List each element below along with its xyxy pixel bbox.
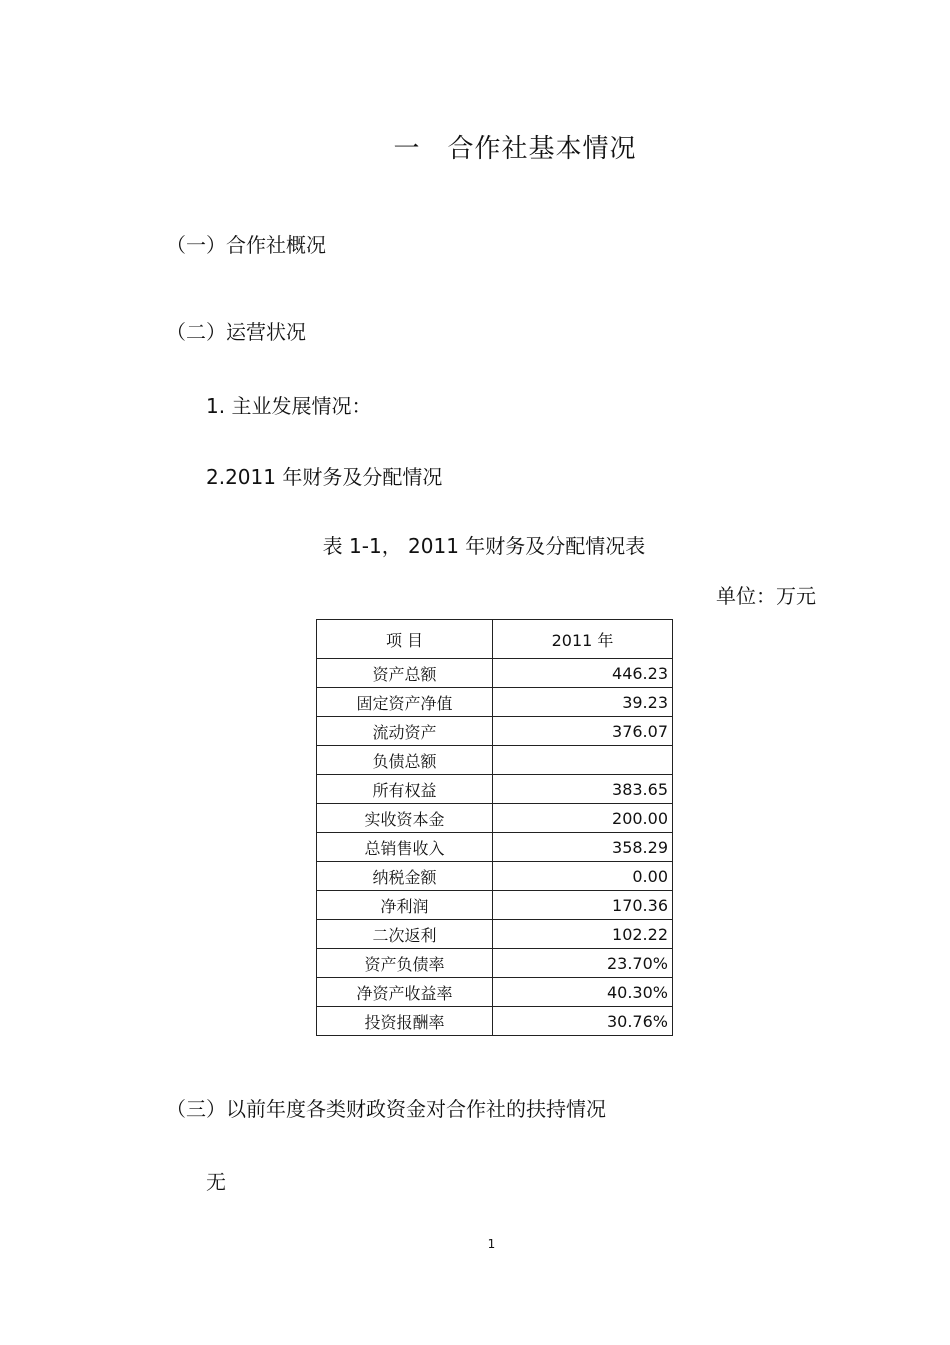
row-value: 0.00: [493, 862, 673, 891]
chapter-title: 一 合作社基本情况: [393, 134, 637, 164]
row-value: 30.76%: [493, 1007, 673, 1036]
sub-item-financial: 2.2011 年财务及分配情况: [206, 465, 443, 489]
table-caption: 表 1-1， 2011 年财务及分配情况表: [322, 534, 646, 558]
row-item: 二次返利: [317, 920, 493, 949]
header-item: 项 目: [317, 620, 493, 659]
table-row: [317, 804, 673, 833]
row-item: 总销售收入: [317, 833, 493, 862]
row-value: 39.23: [493, 688, 673, 717]
table-row: [317, 833, 673, 862]
section-heading-overview: （一）合作社概况: [166, 233, 326, 257]
table-header-row: [317, 620, 673, 659]
table-row: [317, 717, 673, 746]
section-heading-operations: （二）运营状况: [166, 320, 306, 344]
row-value: 23.70%: [493, 949, 673, 978]
row-value: 200.00: [493, 804, 673, 833]
unit-label: 单位：万元: [716, 584, 816, 608]
table-row: [317, 775, 673, 804]
row-value: 170.36: [493, 891, 673, 920]
row-value: 358.29: [493, 833, 673, 862]
row-item: 投资报酬率: [317, 1007, 493, 1036]
row-item: 资产总额: [317, 659, 493, 688]
row-item: 净利润: [317, 891, 493, 920]
row-item: 负债总额: [317, 746, 493, 775]
table-row: [317, 1007, 673, 1036]
row-value: [493, 746, 673, 775]
row-item: 流动资产: [317, 717, 493, 746]
table-row: [317, 862, 673, 891]
row-value: 383.65: [493, 775, 673, 804]
table-row: [317, 978, 673, 1007]
financial-table: [316, 619, 673, 1036]
page-number: 1: [487, 1237, 496, 1251]
table-row: [317, 891, 673, 920]
section-heading-support: （三）以前年度各类财政资金对合作社的扶持情况: [166, 1097, 606, 1121]
row-value: 102.22: [493, 920, 673, 949]
row-item: 资产负债率: [317, 949, 493, 978]
row-value: 446.23: [493, 659, 673, 688]
row-value: 376.07: [493, 717, 673, 746]
header-year: 2011 年: [493, 620, 673, 659]
row-value: 40.30%: [493, 978, 673, 1007]
row-item: 纳税金额: [317, 862, 493, 891]
table-row: [317, 746, 673, 775]
table-row: [317, 659, 673, 688]
support-body-text: 无: [206, 1170, 226, 1194]
table-row: [317, 688, 673, 717]
row-item: 所有权益: [317, 775, 493, 804]
table-row: [317, 949, 673, 978]
row-item: 固定资产净值: [317, 688, 493, 717]
row-item: 实收资本金: [317, 804, 493, 833]
sub-item-main-business: 1. 主业发展情况：: [206, 394, 372, 418]
table-row: [317, 920, 673, 949]
row-item: 净资产收益率: [317, 978, 493, 1007]
